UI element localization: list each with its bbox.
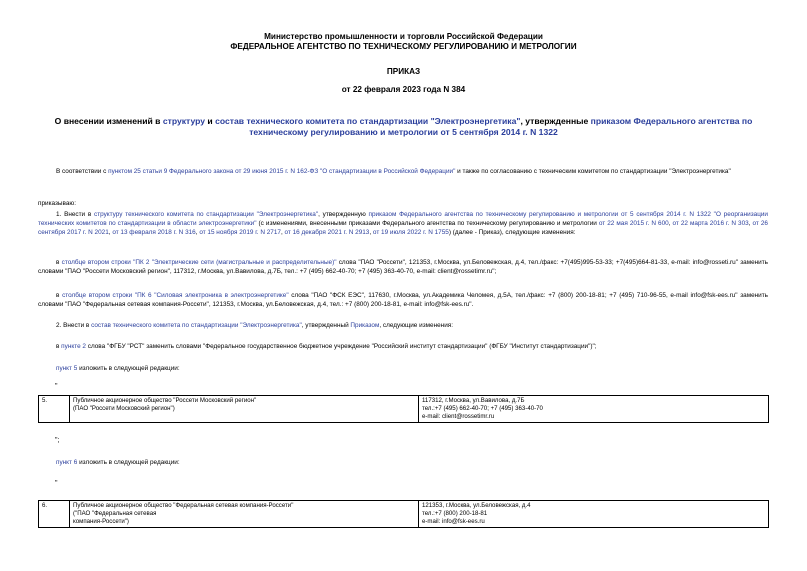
ministry-line: Министерство промышленности и торговли Российской Федерации bbox=[264, 32, 543, 41]
composition-table-5 bbox=[38, 395, 769, 423]
amend-link-2017[interactable]: от 26 сентября 2017 г. N 2021 bbox=[38, 220, 768, 236]
row-number: 5. bbox=[39, 396, 70, 423]
item-2-order-link[interactable]: Приказом bbox=[350, 322, 380, 329]
table-row bbox=[39, 501, 769, 528]
item-1-text: , bbox=[369, 229, 373, 236]
table-row bbox=[39, 396, 769, 423]
quote-open-5: " bbox=[55, 383, 58, 390]
title-text: и bbox=[205, 116, 216, 126]
point-2-link[interactable]: пункте 2 bbox=[61, 343, 86, 350]
org-email: e-mail: info@fsk-ees.ru bbox=[422, 518, 485, 525]
title-text: , утвержденные bbox=[520, 116, 591, 126]
amend-link-2018[interactable]: от 13 февраля 2018 г. N 316 bbox=[112, 229, 196, 236]
item-1-text: , bbox=[195, 229, 200, 236]
item-1-sub-pk2 bbox=[38, 258, 768, 276]
amend-link-2019[interactable]: от 15 ноября 2019 г. N 2717 bbox=[199, 229, 281, 236]
doc-type: ПРИКАЗ bbox=[386, 67, 421, 76]
title-text: О внесении изменений в bbox=[54, 116, 163, 126]
item-2-text: , следующие изменения: bbox=[379, 322, 454, 329]
preamble-text: В соответствии с bbox=[56, 168, 109, 175]
item-1-text: , bbox=[108, 229, 113, 236]
title-link-structure[interactable]: структуру bbox=[162, 116, 206, 126]
item-2-sub-point2 bbox=[38, 342, 768, 351]
title-link-order-1322[interactable]: приказом Федерального агентства по техническому регулированию и метрологии от 5 сентября 2014 г. N 1322 bbox=[249, 116, 753, 137]
preamble bbox=[38, 167, 768, 176]
doc-date: от 22 февраля 2023 года N 384 bbox=[341, 85, 466, 94]
item-1-text: ) (далее - Приказ), следующие изменения: bbox=[448, 229, 576, 236]
org-email: e-mail: client@rossetimr.ru bbox=[422, 413, 495, 420]
item-1-order-link[interactable]: приказом Федерального агентства по техническому регулированию и метрологии от 5 сентября 2014 г. N 1322 "О реорганизации технических комитетов по стандартизации в области электроэнергетики" bbox=[38, 211, 768, 227]
item-2 bbox=[38, 321, 768, 330]
org-phone: тел.:+7 (800) 200-18-81 bbox=[422, 510, 488, 517]
item-1-text: (с изменениями, внесенными приказами Федерального агентства по техническому регулированию и метрологии bbox=[256, 220, 599, 227]
amend-link-2015[interactable]: от 22 мая 2015 г. N 600 bbox=[598, 220, 669, 227]
amend-link-2021[interactable]: от 16 декабря 2021 г. N 2913 bbox=[284, 229, 370, 236]
sub-text: изложить в следующей редакции: bbox=[77, 459, 180, 466]
org-name: Публичное акционерное общество "Федеральная сетевая компания-Россети" bbox=[73, 502, 294, 509]
item-1-structure-link[interactable]: структуру технического комитета по стандартизации "Электроэнергетика" bbox=[94, 211, 319, 218]
point-6-link[interactable]: пункт 6 bbox=[56, 459, 78, 466]
item-2-text: 2. Внести в bbox=[56, 322, 92, 329]
point-5-link[interactable]: пункт 5 bbox=[56, 365, 78, 372]
org-contacts-cell bbox=[419, 396, 769, 423]
sub-text: слова "ПАО "ФСК ЕЭС", 117630, г.Москва, ул.Академика Челомея, д.5А, тел./факс: +7 (800) 200-18-81; +7 (495) 710-96-55, e-mail info@fsk-ees.ru" заменить словами "ПАО "Федеральная сетевая компания-Россети", 121353, г.Москва, ул.Беловежская, д.4, тел.: +7 (800) 200-18-81, e-mail: info@fsk-ees.ru". bbox=[38, 292, 769, 308]
item-2-sub-point6 bbox=[38, 458, 768, 467]
order-word: приказываю: bbox=[38, 200, 76, 207]
org-contacts-cell bbox=[419, 501, 769, 528]
amend-link-2022[interactable]: от 19 июля 2022 г. N 1755 bbox=[372, 229, 449, 236]
composition-table-6 bbox=[38, 500, 769, 528]
quote-close-5: "; bbox=[55, 437, 60, 444]
org-address: 117312, г.Москва, ул.Вавилова, д.7Б bbox=[422, 397, 525, 404]
org-short-name: ("ПАО "Федеральная сетевая bbox=[73, 510, 157, 517]
org-name-cell bbox=[70, 396, 419, 423]
item-1-sub-pk6 bbox=[38, 291, 768, 309]
sub-text: изложить в следующей редакции: bbox=[77, 365, 180, 372]
preamble-text: и также по согласованию с техническим комитетом по стандартизации "Электроэнергетика" bbox=[455, 168, 731, 175]
org-name: Публичное акционерное общество "Россети Московский регион" bbox=[73, 397, 257, 404]
org-short-name-cont: компания-Россети") bbox=[73, 518, 129, 525]
sub-text: в bbox=[56, 259, 62, 266]
agency-line: ФЕДЕРАЛЬНОЕ АГЕНТСТВО ПО ТЕХНИЧЕСКОМУ РЕГУЛИРОВАНИЮ И МЕТРОЛОГИИ bbox=[230, 42, 577, 51]
title-link-composition[interactable]: состав технического комитета по стандартизации "Электроэнергетика" bbox=[215, 116, 521, 126]
item-1-text: , bbox=[748, 220, 753, 227]
preamble-law-link[interactable]: пунктом 25 статьи 9 Федерального закона от 29 июня 2015 г. N 162-ФЗ "О стандартизации в Российской Федерации" bbox=[108, 168, 456, 175]
sub-text: в bbox=[56, 292, 63, 299]
org-phone: тел.:+7 (495) 662-40-70; +7 (495) 363-40-70 bbox=[422, 405, 543, 412]
sub-text: в bbox=[56, 343, 62, 350]
item-2-text: , утвержденный bbox=[301, 322, 351, 329]
item-1 bbox=[38, 210, 768, 237]
amend-link-2016[interactable]: от 22 марта 2016 г. N 303 bbox=[672, 220, 749, 227]
row-number: 6. bbox=[39, 501, 70, 528]
org-name-cell bbox=[70, 501, 419, 528]
item-1-text: , утвержденную bbox=[318, 211, 369, 218]
page-title bbox=[30, 116, 777, 138]
item-2-composition-link[interactable]: состав технического комитета по стандартизации "Электроэнергетика" bbox=[91, 322, 302, 329]
sub-text: слова "ФГБУ "РСТ" заменить словами "Федеральное государственное бюджетное учреждение "Российский институт стандартизации" (ФГБУ "Институт стандартизации")"; bbox=[85, 343, 597, 350]
org-address: 121353, г.Москва, ул.Беловежская, д.4 bbox=[422, 502, 531, 509]
pk2-row-link[interactable]: столбце втором строки "ПК 2 "Электрические сети (магистральные и распределительные)" bbox=[61, 259, 337, 266]
item-1-text: , bbox=[668, 220, 673, 227]
org-short-name: (ПАО "Россети Московский регион") bbox=[73, 405, 175, 412]
pk6-row-link[interactable]: столбце втором строки "ПК 6 "Силовая электроника в электроэнергетике" bbox=[62, 292, 289, 299]
item-2-sub-point5 bbox=[38, 364, 768, 373]
item-1-text: 1. Внести в bbox=[56, 211, 94, 218]
sub-text: слова "ПАО "Россети", 121353, г.Москва, ул.Беловежская, д.4, тел./факс: +7(495)995-53-33; +7(495)664-81-33, e-mail: info@rosseti.ru" заменить словами "ПАО "Россети Московский регион", 117312, г.Москва, ул.Вавилова, д.7Б, тел.: +7 (495) 662-40-70; +7 (495) 363-40-70, e-mail: client@rossetimr.ru"; bbox=[38, 259, 769, 275]
item-1-text: , bbox=[280, 229, 285, 236]
quote-open-6: " bbox=[55, 480, 58, 487]
